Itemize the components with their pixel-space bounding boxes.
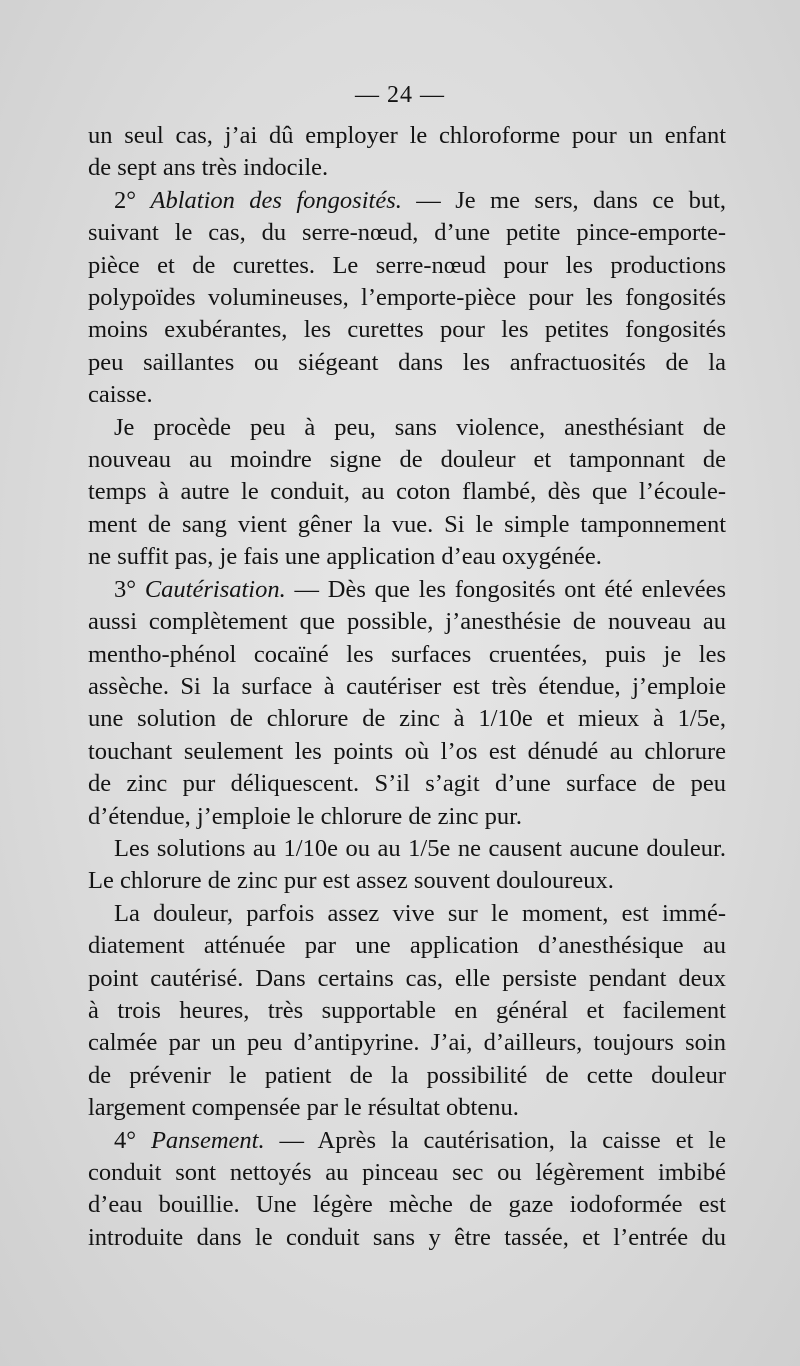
line-text: Les solutions au 1/10e ou au 1/5e ne causent aucune douleur.: [114, 834, 726, 862]
text-line: [88, 865, 726, 897]
section-number: 3°: [114, 575, 145, 603]
section-number: 2°: [114, 186, 151, 214]
text-line: [88, 217, 726, 249]
line-text: polypoïdes volumineuses, l’emporte-pièce pour les fongosités: [88, 284, 726, 312]
text-line: [88, 379, 726, 411]
text-line: [88, 1222, 726, 1254]
line-text: calmée par un peu d’antipyrine. J’ai, d’ailleurs, toujours soin: [88, 1029, 726, 1057]
text-line: [88, 1060, 726, 1092]
line-text: largement compensée par le résultat obtenu.: [88, 1094, 519, 1122]
text-line: [88, 120, 726, 152]
text-line: [88, 314, 726, 346]
text-line: [88, 1157, 726, 1189]
text-line: [88, 152, 726, 184]
text-line: [88, 1092, 726, 1124]
line-text: à trois heures, très supportable en général et facilement: [88, 996, 726, 1024]
text-line: [88, 1125, 726, 1157]
text-line: [88, 703, 726, 735]
line-text: point cautérisé. Dans certains cas, elle persiste pendant deux: [88, 964, 726, 992]
text-line: [88, 1027, 726, 1059]
line-text: mentho-phénol cocaïné les surfaces cruentées, puis je les: [88, 640, 726, 668]
text-line: [88, 185, 726, 217]
line-text: — Je me sers, dans ce but,: [401, 186, 726, 214]
section-heading: Cautérisation.: [144, 575, 286, 603]
text-line: [88, 833, 726, 865]
line-text: introduite dans le conduit sans y être tassée, et l’entrée du: [88, 1223, 726, 1251]
text-line: [88, 412, 726, 444]
line-text: d’eau bouillie. Une légère mèche de gaze iodoformée est: [88, 1191, 726, 1219]
line-text: nouveau au moindre signe de douleur et tamponnant de: [88, 446, 726, 474]
line-text: ment de sang vient gêner la vue. Si le simple tamponnement: [88, 510, 726, 538]
section-heading: Ablation des fongosités.: [150, 186, 402, 214]
text-line: [88, 963, 726, 995]
line-text: Je procède peu à peu, sans violence, anesthésiant de: [114, 413, 726, 441]
line-text: ne suffit pas, je fais une application d’eau oxygénée.: [88, 543, 602, 571]
text-line: [88, 898, 726, 930]
text-line: [88, 995, 726, 1027]
line-text: de sept ans très indocile.: [88, 154, 329, 182]
line-text: pièce et de curettes. Le serre-nœud pour les productions: [88, 251, 726, 279]
text-line: [88, 639, 726, 671]
page-number: — 24 —: [355, 82, 445, 108]
line-text: moins exubérantes, les curettes pour les petites fongosités: [88, 316, 726, 344]
text-line: [88, 671, 726, 703]
text-line: [88, 347, 726, 379]
text-line: [88, 768, 726, 800]
text-line: [88, 736, 726, 768]
body-text: [88, 120, 726, 1254]
line-text: assèche. Si la surface à cautériser est très étendue, j’emploie: [88, 672, 726, 700]
line-text: temps à autre le conduit, au coton flambé, dès que l’écoule-: [88, 478, 726, 506]
line-text: d’étendue, j’emploie le chlorure de zinc pur.: [88, 802, 523, 830]
text-line: [88, 930, 726, 962]
section-heading: Pansement.: [150, 1126, 265, 1154]
line-text: — Dès que les fongosités ont été enlevées: [285, 575, 726, 603]
text-line: [88, 1189, 726, 1221]
line-text: de zinc pur déliquescent. S’il s’agit d’une surface de peu: [88, 770, 726, 798]
line-text: un seul cas, j’ai dû employer le chloroforme pour un enfant: [88, 122, 726, 149]
text-line: [88, 444, 726, 476]
line-text: une solution de chlorure de zinc à 1/10e et mieux à 1/5e,: [88, 705, 726, 733]
line-text: La douleur, parfois assez vive sur le moment, est immé-: [114, 899, 726, 927]
line-text: touchant seulement les points où l’os est dénudé au chlorure: [88, 737, 726, 765]
text-line: [88, 606, 726, 638]
line-text: diatement atténuée par une application d’anesthésique au: [88, 932, 726, 960]
line-text: suivant le cas, du serre-nœud, d’une petite pince-emporte-: [88, 219, 726, 247]
section-number: 4°: [114, 1126, 151, 1154]
line-text: conduit sont nettoyés au pinceau sec ou légèrement imbibé: [88, 1159, 726, 1186]
line-text: caisse.: [88, 381, 153, 409]
line-text: de prévenir le patient de la possibilité de cette douleur: [88, 1061, 726, 1089]
text-line: [88, 509, 726, 541]
line-text: — Après la cautérisation, la caisse et le: [264, 1126, 726, 1154]
text-line: [88, 541, 726, 573]
text-line: [88, 282, 726, 314]
line-text: aussi complètement que possible, j’anesthésie de nouveau au: [88, 608, 726, 636]
text-line: [88, 476, 726, 508]
text-line: [88, 250, 726, 282]
text-line: [88, 574, 726, 606]
line-text: Le chlorure de zinc pur est assez souvent douloureux.: [88, 867, 614, 895]
text-line: [88, 801, 726, 833]
line-text: peu saillantes ou siégeant dans les anfractuosités de la: [88, 348, 726, 376]
